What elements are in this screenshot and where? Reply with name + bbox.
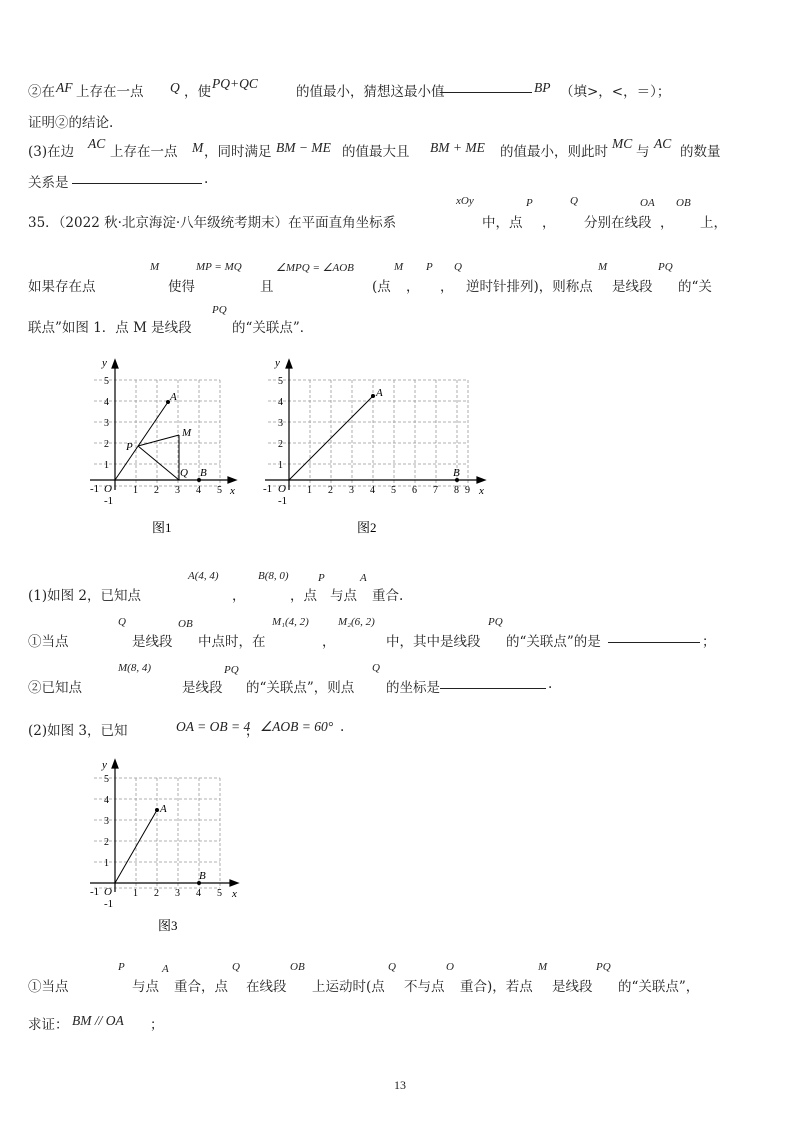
math-text: PQ <box>212 304 227 316</box>
text: ， <box>406 279 420 295</box>
math-text: OB <box>290 961 305 973</box>
text: ， <box>246 723 260 739</box>
math-text: Q <box>232 961 240 973</box>
math-text: B(8, 0) <box>258 570 289 582</box>
math-text: BP <box>534 80 551 95</box>
text: 是线段 <box>552 979 593 995</box>
tick-label: -1 <box>90 886 100 898</box>
figure-lines <box>115 402 179 480</box>
figure-2 <box>255 350 495 540</box>
text: (2)如图 3，已知 <box>28 723 128 739</box>
svg-text:3: 3 <box>349 485 354 496</box>
math-text: OA = OB = 4 <box>176 719 251 734</box>
answer-blank[interactable] <box>440 80 532 93</box>
svg-text:4: 4 <box>196 485 201 496</box>
svg-text:7: 7 <box>433 485 438 496</box>
text: 的“关联点”． <box>232 320 314 336</box>
text: 重合. <box>372 588 404 604</box>
math-text: M <box>394 261 404 273</box>
math-text: ∠AOB = 60° <box>260 719 334 734</box>
math-text: PQ <box>596 961 611 973</box>
text: 的“关联点”的是 <box>506 634 601 650</box>
text: 的“关 <box>678 279 712 295</box>
svg-text:3: 3 <box>104 816 109 827</box>
svg-text:5: 5 <box>217 485 222 496</box>
math-text: PQ+QC <box>212 76 258 91</box>
svg-text:3: 3 <box>278 418 283 429</box>
point-a-label: A <box>376 387 383 399</box>
svg-text:2: 2 <box>278 439 283 450</box>
text: 与 <box>636 144 650 160</box>
math-text: BM − ME <box>276 140 331 155</box>
text: 中点时，在 <box>198 634 266 650</box>
text: 分别在线段 <box>584 215 652 231</box>
math-text: P <box>526 197 533 209</box>
tick-label: -1 <box>278 495 288 507</box>
math-text: A <box>162 963 169 975</box>
math-text: AC <box>654 136 672 151</box>
math-text: Q <box>118 616 126 628</box>
point-m-label: M <box>182 427 192 439</box>
svg-text:2: 2 <box>154 888 159 899</box>
math-text: PQ <box>488 616 503 628</box>
point-a <box>155 808 159 812</box>
text: ， <box>542 215 556 231</box>
svg-text:1: 1 <box>278 460 283 471</box>
svg-text:4: 4 <box>104 795 109 806</box>
text: 的“关联点”， <box>618 979 700 995</box>
text: 联点”如图 1．点 M 是线段 <box>28 320 192 336</box>
svg-text:5: 5 <box>217 888 222 899</box>
math-text: PQ <box>224 664 239 676</box>
math-text: PQ <box>658 261 673 273</box>
answer-blank[interactable] <box>72 171 202 184</box>
svg-text:5: 5 <box>104 774 109 785</box>
figure-1 <box>80 350 250 540</box>
math-text: M <box>538 961 548 973</box>
math-text: AF <box>56 80 73 95</box>
svg-text:2: 2 <box>104 837 109 848</box>
text: 关系是 <box>28 175 69 191</box>
point-q-label: Q <box>180 467 188 479</box>
text: 是线段 <box>182 680 223 696</box>
tick-label: -1 <box>104 495 114 507</box>
math-text: M <box>598 261 608 273</box>
text: 的坐标是 <box>386 680 440 696</box>
math-text: OA <box>640 197 655 209</box>
y-axis-label: y <box>102 357 107 369</box>
math-text: BM // OA <box>72 1013 124 1028</box>
text: 与点 <box>132 979 159 995</box>
point-b-label: B <box>200 467 207 479</box>
text: 的值最大且 <box>342 144 410 160</box>
text: ； <box>150 1017 164 1033</box>
axes <box>90 360 236 490</box>
math-text: Q <box>570 195 578 207</box>
math-text: A(4, 4) <box>188 570 219 582</box>
svg-text:5: 5 <box>278 376 283 387</box>
origin-label: O <box>104 483 112 495</box>
svg-text:2: 2 <box>154 485 159 496</box>
svg-text:2: 2 <box>104 439 109 450</box>
text: ， <box>440 279 454 295</box>
math-text: M₁(4, 2) <box>272 616 309 628</box>
svg-text:1: 1 <box>104 858 109 869</box>
math-text: M <box>150 261 160 273</box>
math-text: OB <box>676 197 691 209</box>
text: 的数量 <box>680 144 721 160</box>
svg-text:4: 4 <box>278 397 283 408</box>
text: 求证： <box>28 1017 69 1033</box>
text: 上运动时(点 <box>312 979 385 995</box>
text: ， <box>232 588 246 604</box>
text: . <box>548 676 553 692</box>
math-text: MC <box>612 136 633 151</box>
figure-labels <box>90 357 235 507</box>
text: 上， <box>700 215 727 231</box>
text: ①当点 <box>28 979 69 995</box>
tick-labels <box>278 376 470 496</box>
text: 逆时针排列)，则称点 <box>466 279 593 295</box>
text: ，点 <box>290 588 317 604</box>
origin-label: O <box>104 886 112 898</box>
text: ②在 <box>28 84 55 100</box>
math-text: xOy <box>456 195 474 207</box>
point-b-label: B <box>199 870 206 882</box>
text: ②已知点 <box>28 680 82 696</box>
text: 上存在一点 <box>110 144 178 160</box>
text: 35．（2022 秋·北京海淀·八年级统考期末）在平面直角坐标系 <box>28 215 397 231</box>
svg-text:8: 8 <box>454 485 459 496</box>
tick-label: -1 <box>263 483 273 495</box>
text: ， <box>322 634 336 650</box>
math-text: MP = MQ <box>196 261 242 273</box>
text: 在线段 <box>246 979 287 995</box>
math-text: Q <box>388 961 396 973</box>
math-text: O <box>446 961 454 973</box>
text: 与点 <box>330 588 357 604</box>
svg-text:4: 4 <box>370 485 375 496</box>
text: . <box>340 719 345 735</box>
tick-label: -1 <box>104 898 114 910</box>
text: ，同时满足 <box>204 144 272 160</box>
text: 使得 <box>168 279 195 295</box>
text: ； <box>702 634 716 650</box>
text: 的“关联点”，则点 <box>246 680 355 696</box>
text: ， <box>660 215 674 231</box>
text: （填>，<，＝）； <box>560 84 671 100</box>
math-text: OB <box>178 618 193 630</box>
text: 的值最小，则此时 <box>500 144 608 160</box>
tick-label: -1 <box>90 483 100 495</box>
point-b-label: B <box>453 467 460 479</box>
svg-text:3: 3 <box>175 888 180 899</box>
svg-text:1: 1 <box>307 485 312 496</box>
math-text: Q <box>454 261 462 273</box>
y-axis-label: y <box>275 357 280 369</box>
svg-text:9: 9 <box>465 485 470 496</box>
text: (3)在边 <box>28 144 75 160</box>
point-a-label: A <box>160 803 167 815</box>
x-axis-label: x <box>479 485 484 497</box>
y-axis-label: y <box>102 759 107 771</box>
text: ①当点 <box>28 634 69 650</box>
text: (1)如图 2，已知点 <box>28 588 142 604</box>
svg-text:1: 1 <box>104 460 109 471</box>
text: 且 <box>260 279 274 295</box>
svg-text:1: 1 <box>133 485 138 496</box>
figure-caption: 图3 <box>158 918 178 933</box>
text: 的值最小，猜想这最小值 <box>296 84 445 100</box>
text: 重合，点 <box>174 979 228 995</box>
math-text: M₂(6, 2) <box>338 616 375 628</box>
text: 是线段 <box>612 279 653 295</box>
figure-caption: 图1 <box>152 520 172 535</box>
math-text: M <box>192 140 204 155</box>
text: 证明②的结论. <box>28 115 114 131</box>
svg-text:3: 3 <box>104 418 109 429</box>
svg-text:3: 3 <box>175 485 180 496</box>
text: 重合)，若点 <box>460 979 533 995</box>
answer-blank[interactable] <box>440 676 546 689</box>
grid <box>268 380 468 486</box>
axes <box>90 760 238 892</box>
text: 不与点 <box>404 979 445 995</box>
math-text: P <box>118 961 125 973</box>
figure-labels <box>90 759 237 910</box>
text: . <box>204 171 209 187</box>
text: 中，其中是线段 <box>386 634 481 650</box>
text: (点 <box>372 279 391 295</box>
math-text: A <box>360 572 367 584</box>
x-axis-label: x <box>230 485 235 497</box>
point-a <box>371 394 375 398</box>
math-text: P <box>318 572 325 584</box>
point-p-label: P <box>126 441 133 453</box>
math-text: M(8, 4) <box>118 662 151 674</box>
svg-text:2: 2 <box>328 485 333 496</box>
math-text: AC <box>88 136 106 151</box>
page-number: 13 <box>394 1078 406 1092</box>
math-text: ∠MPQ = ∠AOB <box>276 262 354 274</box>
math-text: BM + ME <box>430 140 485 155</box>
math-text: P <box>426 261 433 273</box>
svg-text:1: 1 <box>133 888 138 899</box>
math-text: Q <box>170 80 180 95</box>
svg-text:5: 5 <box>104 376 109 387</box>
origin-label: O <box>278 483 286 495</box>
math-text: Q <box>372 662 380 674</box>
text: ，使 <box>184 84 211 100</box>
text: 如果存在点 <box>28 279 96 295</box>
svg-text:4: 4 <box>104 397 109 408</box>
svg-text:4: 4 <box>196 888 201 899</box>
svg-text:6: 6 <box>412 485 417 496</box>
figure-3 <box>82 756 252 936</box>
text: 上存在一点 <box>76 84 144 100</box>
x-axis-label: x <box>232 888 237 900</box>
point-a-label: A <box>170 391 177 403</box>
answer-blank[interactable] <box>608 630 700 643</box>
text: 中，点 <box>482 215 523 231</box>
text: 是线段 <box>132 634 173 650</box>
figure-caption: 图2 <box>357 520 377 535</box>
svg-text:5: 5 <box>391 485 396 496</box>
